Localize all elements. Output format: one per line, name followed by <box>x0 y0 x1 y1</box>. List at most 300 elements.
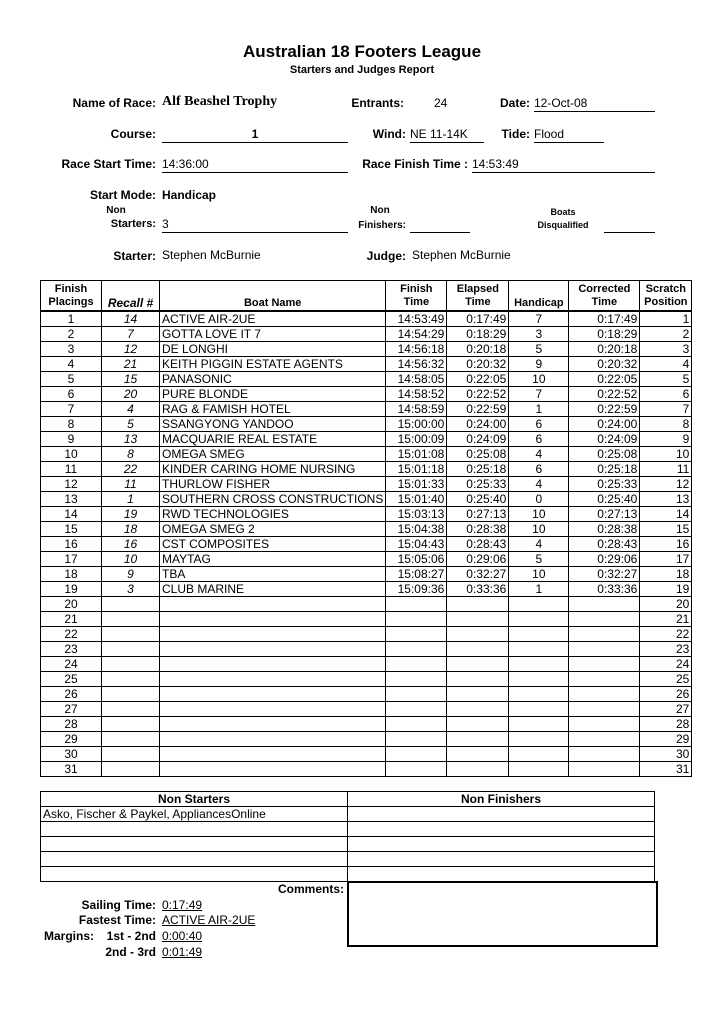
table-row <box>41 582 692 597</box>
boat-name: MAYTAG <box>160 552 386 567</box>
finish-placing: 10 <box>41 447 102 462</box>
elapsed-time: 0:20:18 <box>447 342 509 357</box>
handicap <box>509 627 569 642</box>
finish-placing: 29 <box>41 732 102 747</box>
recall-number <box>102 762 160 777</box>
race-name-value: Alf Beashel Trophy <box>162 94 278 109</box>
recall-number: 11 <box>102 477 160 492</box>
table-row <box>41 567 692 582</box>
finish-time: 15:00:09 <box>386 432 447 447</box>
boat-name: ACTIVE AIR-2UE <box>160 311 386 327</box>
boat-name: SSANGYONG YANDOO <box>160 417 386 432</box>
elapsed-time: 0:33:36 <box>447 582 509 597</box>
non-finisher-entry <box>348 867 655 882</box>
corrected-time <box>569 717 640 732</box>
corrected-time <box>569 732 640 747</box>
elapsed-time <box>447 627 509 642</box>
scratch-position: 23 <box>640 642 692 657</box>
table-row <box>41 762 692 777</box>
finish-placing: 2 <box>41 327 102 342</box>
corrected-time: 0:18:29 <box>569 327 640 342</box>
handicap: 6 <box>509 417 569 432</box>
non-starter-entry <box>41 867 348 882</box>
corrected-time: 0:28:38 <box>569 522 640 537</box>
elapsed-time: 0:22:59 <box>447 402 509 417</box>
judge-value: Stephen McBurnie <box>412 248 511 262</box>
finish-time: 15:04:43 <box>386 537 447 552</box>
recall-number: 14 <box>102 311 160 327</box>
corrected-time: 0:33:36 <box>569 582 640 597</box>
elapsed-time <box>447 612 509 627</box>
recall-number: 4 <box>102 402 160 417</box>
elapsed-time: 0:24:09 <box>447 432 509 447</box>
corrected-time: 0:17:49 <box>569 311 640 327</box>
scratch-position: 24 <box>640 657 692 672</box>
elapsed-time: 0:24:00 <box>447 417 509 432</box>
corrected-time <box>569 612 640 627</box>
corrected-time <box>569 627 640 642</box>
recall-number: 5 <box>102 417 160 432</box>
scratch-position: 16 <box>640 537 692 552</box>
entrants-value: 24 <box>434 96 448 110</box>
elapsed-time: 0:28:43 <box>447 537 509 552</box>
elapsed-time <box>447 687 509 702</box>
table-row <box>41 627 692 642</box>
race-start-time-label: Race Start Time: <box>61 157 156 171</box>
scratch-position: 4 <box>640 357 692 372</box>
handicap: 5 <box>509 552 569 567</box>
scratch-position: 6 <box>640 387 692 402</box>
judge-label: Judge: <box>366 249 406 263</box>
table-row <box>41 477 692 492</box>
elapsed-time <box>447 717 509 732</box>
finish-time <box>386 687 447 702</box>
entrants-label: Entrants: <box>351 96 404 110</box>
recall-number <box>102 732 160 747</box>
corrected-time <box>569 702 640 717</box>
col-scratch-position-line1: Scratch <box>645 282 687 295</box>
table-row <box>41 537 692 552</box>
scratch-position: 26 <box>640 687 692 702</box>
finish-time <box>386 732 447 747</box>
handicap: 7 <box>509 311 569 327</box>
elapsed-time <box>447 747 509 762</box>
corrected-time: 0:24:09 <box>569 432 640 447</box>
scratch-position: 5 <box>640 372 692 387</box>
handicap <box>509 747 569 762</box>
handicap <box>509 717 569 732</box>
finish-time <box>386 597 447 612</box>
boats-disqualified-label-1: Boats <box>550 207 576 217</box>
table-row <box>41 387 692 402</box>
handicap <box>509 597 569 612</box>
margin-2nd-3rd-label: 2nd - 3rd <box>105 945 156 959</box>
finish-placing: 1 <box>41 311 102 327</box>
boat-name <box>160 612 386 627</box>
table-row <box>41 507 692 522</box>
boat-name <box>160 717 386 732</box>
col-elapsed-time-line1: Elapsed <box>456 282 499 295</box>
finish-time <box>386 717 447 732</box>
handicap <box>509 642 569 657</box>
col-recall: Recall # <box>102 281 160 312</box>
sailing-time-value: 0:17:49 <box>162 898 203 912</box>
handicap: 1 <box>509 402 569 417</box>
recall-number: 12 <box>102 342 160 357</box>
col-finish-placings-line1: Finish <box>54 282 88 295</box>
scratch-position: 14 <box>640 507 692 522</box>
race-finish-time-label: Race Finish Time : <box>362 157 468 171</box>
scratch-position: 12 <box>640 477 692 492</box>
table-row <box>41 687 692 702</box>
elapsed-time: 0:17:49 <box>447 311 509 327</box>
date-label: Date: <box>499 96 530 110</box>
recall-number <box>102 717 160 732</box>
handicap <box>509 687 569 702</box>
corrected-time: 0:25:33 <box>569 477 640 492</box>
boat-name: TBA <box>160 567 386 582</box>
elapsed-time: 0:32:27 <box>447 567 509 582</box>
finish-placing: 3 <box>41 342 102 357</box>
scratch-position: 17 <box>640 552 692 567</box>
finish-placing: 30 <box>41 747 102 762</box>
scratch-position: 28 <box>640 717 692 732</box>
recall-number: 18 <box>102 522 160 537</box>
finish-time: 14:56:32 <box>386 357 447 372</box>
finish-time: 14:54:29 <box>386 327 447 342</box>
corrected-time <box>569 642 640 657</box>
finish-time: 15:05:06 <box>386 552 447 567</box>
col-finish-time <box>386 281 447 312</box>
table-row <box>41 372 692 387</box>
handicap: 10 <box>509 372 569 387</box>
comments-label: Comments: <box>278 882 345 896</box>
tide-value: Flood <box>534 127 604 143</box>
table-row <box>41 867 655 882</box>
elapsed-time <box>447 597 509 612</box>
table-row <box>41 672 692 687</box>
col-finish-time-line2: Time <box>403 295 430 308</box>
handicap: 7 <box>509 387 569 402</box>
elapsed-time: 0:22:05 <box>447 372 509 387</box>
scratch-position: 11 <box>640 462 692 477</box>
finish-time: 15:00:00 <box>386 417 447 432</box>
corrected-time: 0:22:52 <box>569 387 640 402</box>
starter-label: Starter: <box>113 249 156 263</box>
recall-number: 16 <box>102 537 160 552</box>
recall-number <box>102 672 160 687</box>
handicap <box>509 702 569 717</box>
boat-name <box>160 687 386 702</box>
date-value: 12-Oct-08 <box>534 96 655 112</box>
table-row <box>41 402 692 417</box>
non-starters-value: 3 <box>162 217 348 233</box>
table-row <box>41 597 692 612</box>
finish-time: 15:01:08 <box>386 447 447 462</box>
non-starter-entry <box>41 852 348 867</box>
table-row <box>41 447 692 462</box>
handicap <box>509 762 569 777</box>
handicap: 4 <box>509 477 569 492</box>
course-label: Course: <box>110 127 156 141</box>
handicap: 4 <box>509 537 569 552</box>
finish-placing: 11 <box>41 462 102 477</box>
handicap: 0 <box>509 492 569 507</box>
elapsed-time: 0:29:06 <box>447 552 509 567</box>
recall-number: 3 <box>102 582 160 597</box>
recall-number <box>102 702 160 717</box>
margin-1st-2nd-value: 0:00:40 <box>162 929 203 943</box>
table-row <box>41 327 692 342</box>
table-row <box>41 432 692 447</box>
boat-name <box>160 597 386 612</box>
results-table <box>40 280 692 777</box>
course-value: 1 <box>162 127 348 143</box>
recall-number: 13 <box>102 432 160 447</box>
finish-placing: 27 <box>41 702 102 717</box>
finish-time: 15:03:13 <box>386 507 447 522</box>
corrected-time: 0:29:06 <box>569 552 640 567</box>
finish-placing: 21 <box>41 612 102 627</box>
recall-number <box>102 747 160 762</box>
finish-time <box>386 657 447 672</box>
scratch-position: 22 <box>640 627 692 642</box>
non-finisher-entry <box>348 807 655 822</box>
margins-label: Margins: <box>43 929 94 943</box>
finish-placing: 12 <box>41 477 102 492</box>
finish-time: 15:01:40 <box>386 492 447 507</box>
recall-number <box>102 687 160 702</box>
non-starter-entry: Asko, Fischer & Paykel, AppliancesOnline <box>41 807 348 822</box>
fastest-time-label: Fastest Time: <box>78 913 156 927</box>
margin-2nd-3rd-value: 0:01:49 <box>162 945 203 959</box>
boat-name <box>160 732 386 747</box>
handicap <box>509 612 569 627</box>
elapsed-time <box>447 672 509 687</box>
table-row <box>41 807 655 822</box>
finish-placing: 28 <box>41 717 102 732</box>
wind-label: Wind: <box>372 127 406 141</box>
handicap <box>509 732 569 747</box>
non-finishers-heading: Non Finishers <box>348 792 655 807</box>
scratch-position: 31 <box>640 762 692 777</box>
col-finish-time-line1: Finish <box>400 282 433 295</box>
finish-placing: 6 <box>41 387 102 402</box>
non-starters-label-2: Starters: <box>110 218 156 230</box>
boat-name <box>160 672 386 687</box>
table-row <box>41 492 692 507</box>
finish-placing: 17 <box>41 552 102 567</box>
finish-time: 14:58:59 <box>386 402 447 417</box>
wind-value: NE 11-14K <box>410 127 484 143</box>
handicap: 4 <box>509 447 569 462</box>
finish-placing: 8 <box>41 417 102 432</box>
boat-name: CST COMPOSITES <box>160 537 386 552</box>
recall-number <box>102 597 160 612</box>
start-mode-label: Start Mode: <box>90 188 156 202</box>
corrected-time: 0:25:18 <box>569 462 640 477</box>
margin-1st-2nd-label: 1st - 2nd <box>106 929 156 943</box>
finish-placing: 4 <box>41 357 102 372</box>
scratch-position: 13 <box>640 492 692 507</box>
finish-time <box>386 747 447 762</box>
table-row <box>41 822 655 837</box>
table-row <box>41 642 692 657</box>
finish-time: 14:58:05 <box>386 372 447 387</box>
handicap: 3 <box>509 327 569 342</box>
scratch-position: 15 <box>640 522 692 537</box>
table-row <box>41 852 655 867</box>
elapsed-time: 0:22:52 <box>447 387 509 402</box>
corrected-time: 0:20:18 <box>569 342 640 357</box>
col-corrected-time-line2: Time <box>591 295 618 308</box>
boat-name: RAG & FAMISH HOTEL <box>160 402 386 417</box>
col-elapsed-time-line2: Time <box>465 295 491 308</box>
table-row <box>41 462 692 477</box>
boat-name: DE LONGHI <box>160 342 386 357</box>
corrected-time: 0:24:00 <box>569 417 640 432</box>
scratch-position: 19 <box>640 582 692 597</box>
starter-value: Stephen McBurnie <box>162 248 261 262</box>
table-row <box>41 702 692 717</box>
finish-placing: 16 <box>41 537 102 552</box>
finish-time <box>386 672 447 687</box>
finish-placing: 24 <box>41 657 102 672</box>
finish-time: 15:09:36 <box>386 582 447 597</box>
recall-number <box>102 657 160 672</box>
boat-name: KINDER CARING HOME NURSING <box>160 462 386 477</box>
handicap: 6 <box>509 432 569 447</box>
corrected-time <box>569 747 640 762</box>
scratch-position: 29 <box>640 732 692 747</box>
col-finish-placings <box>41 281 102 312</box>
finish-time: 15:08:27 <box>386 567 447 582</box>
recall-number <box>102 627 160 642</box>
elapsed-time: 0:25:33 <box>447 477 509 492</box>
fastest-time-value: ACTIVE AIR-2UE <box>162 913 256 927</box>
corrected-time <box>569 597 640 612</box>
finish-time: 15:04:38 <box>386 522 447 537</box>
finish-time: 14:56:18 <box>386 342 447 357</box>
boat-name: MACQUARIE REAL ESTATE <box>160 432 386 447</box>
corrected-time: 0:22:59 <box>569 402 640 417</box>
handicap: 10 <box>509 522 569 537</box>
recall-number: 20 <box>102 387 160 402</box>
finish-placing: 19 <box>41 582 102 597</box>
handicap <box>509 672 569 687</box>
scratch-position: 1 <box>640 311 692 327</box>
boat-name: THURLOW FISHER <box>160 477 386 492</box>
table-row <box>41 837 655 852</box>
race-name-label: Name of Race: <box>72 96 156 110</box>
boat-name: OMEGA SMEG <box>160 447 386 462</box>
elapsed-time: 0:28:38 <box>447 522 509 537</box>
table-row <box>41 357 692 372</box>
handicap: 6 <box>509 462 569 477</box>
col-elapsed-time <box>447 281 509 312</box>
recall-number: 19 <box>102 507 160 522</box>
results-header-row <box>41 281 692 312</box>
corrected-time <box>569 687 640 702</box>
handicap: 10 <box>509 567 569 582</box>
elapsed-time <box>447 657 509 672</box>
elapsed-time: 0:25:08 <box>447 447 509 462</box>
handicap: 10 <box>509 507 569 522</box>
finish-placing: 22 <box>41 627 102 642</box>
finish-time <box>386 762 447 777</box>
scratch-position: 3 <box>640 342 692 357</box>
table-row <box>41 717 692 732</box>
recall-number: 21 <box>102 357 160 372</box>
scratch-position: 25 <box>640 672 692 687</box>
non-starters-label-1: Non <box>106 205 126 216</box>
boat-name: RWD TECHNOLOGIES <box>160 507 386 522</box>
boats-disqualified-value <box>604 217 655 233</box>
recall-number: 10 <box>102 552 160 567</box>
col-boat-name: Boat Name <box>160 281 386 312</box>
scratch-position: 10 <box>640 447 692 462</box>
handicap <box>509 657 569 672</box>
boat-name: CLUB MARINE <box>160 582 386 597</box>
boat-name <box>160 627 386 642</box>
boat-name: SOUTHERN CROSS CONSTRUCTIONS <box>160 492 386 507</box>
race-start-time-value: 14:36:00 <box>162 157 348 173</box>
finish-placing: 13 <box>41 492 102 507</box>
col-corrected-time <box>569 281 640 312</box>
finish-placing: 9 <box>41 432 102 447</box>
elapsed-time <box>447 762 509 777</box>
non-finishers-label-1: Non <box>370 205 390 216</box>
handicap: 5 <box>509 342 569 357</box>
finish-time <box>386 612 447 627</box>
non-finisher-entry <box>348 837 655 852</box>
elapsed-time: 0:25:40 <box>447 492 509 507</box>
elapsed-time <box>447 702 509 717</box>
table-row <box>41 552 692 567</box>
table-row <box>41 657 692 672</box>
corrected-time: 0:25:40 <box>569 492 640 507</box>
tide-label: Tide: <box>501 127 530 141</box>
recall-number: 22 <box>102 462 160 477</box>
col-finish-placings-line2: Placings <box>48 295 94 308</box>
finish-time: 15:01:18 <box>386 462 447 477</box>
table-row <box>41 747 692 762</box>
scratch-position: 21 <box>640 612 692 627</box>
finish-placing: 31 <box>41 762 102 777</box>
recall-number: 9 <box>102 567 160 582</box>
finish-placing: 20 <box>41 597 102 612</box>
finish-placing: 26 <box>41 687 102 702</box>
boat-name <box>160 657 386 672</box>
non-finisher-entry <box>348 822 655 837</box>
handicap: 9 <box>509 357 569 372</box>
corrected-time: 0:22:05 <box>569 372 640 387</box>
boat-name: GOTTA LOVE IT 7 <box>160 327 386 342</box>
corrected-time: 0:28:43 <box>569 537 640 552</box>
report-subtitle: Starters and Judges Report <box>289 64 435 76</box>
scratch-position: 18 <box>640 567 692 582</box>
boat-name: KEITH PIGGIN ESTATE AGENTS <box>160 357 386 372</box>
boat-name <box>160 702 386 717</box>
comments-box <box>347 881 658 947</box>
col-scratch-position-line2: Position <box>644 295 688 308</box>
scratch-position: 8 <box>640 417 692 432</box>
finish-placing: 7 <box>41 402 102 417</box>
col-corrected-time-line1: Corrected <box>578 282 631 295</box>
boat-name: PURE BLONDE <box>160 387 386 402</box>
corrected-time: 0:25:08 <box>569 447 640 462</box>
recall-number: 7 <box>102 327 160 342</box>
